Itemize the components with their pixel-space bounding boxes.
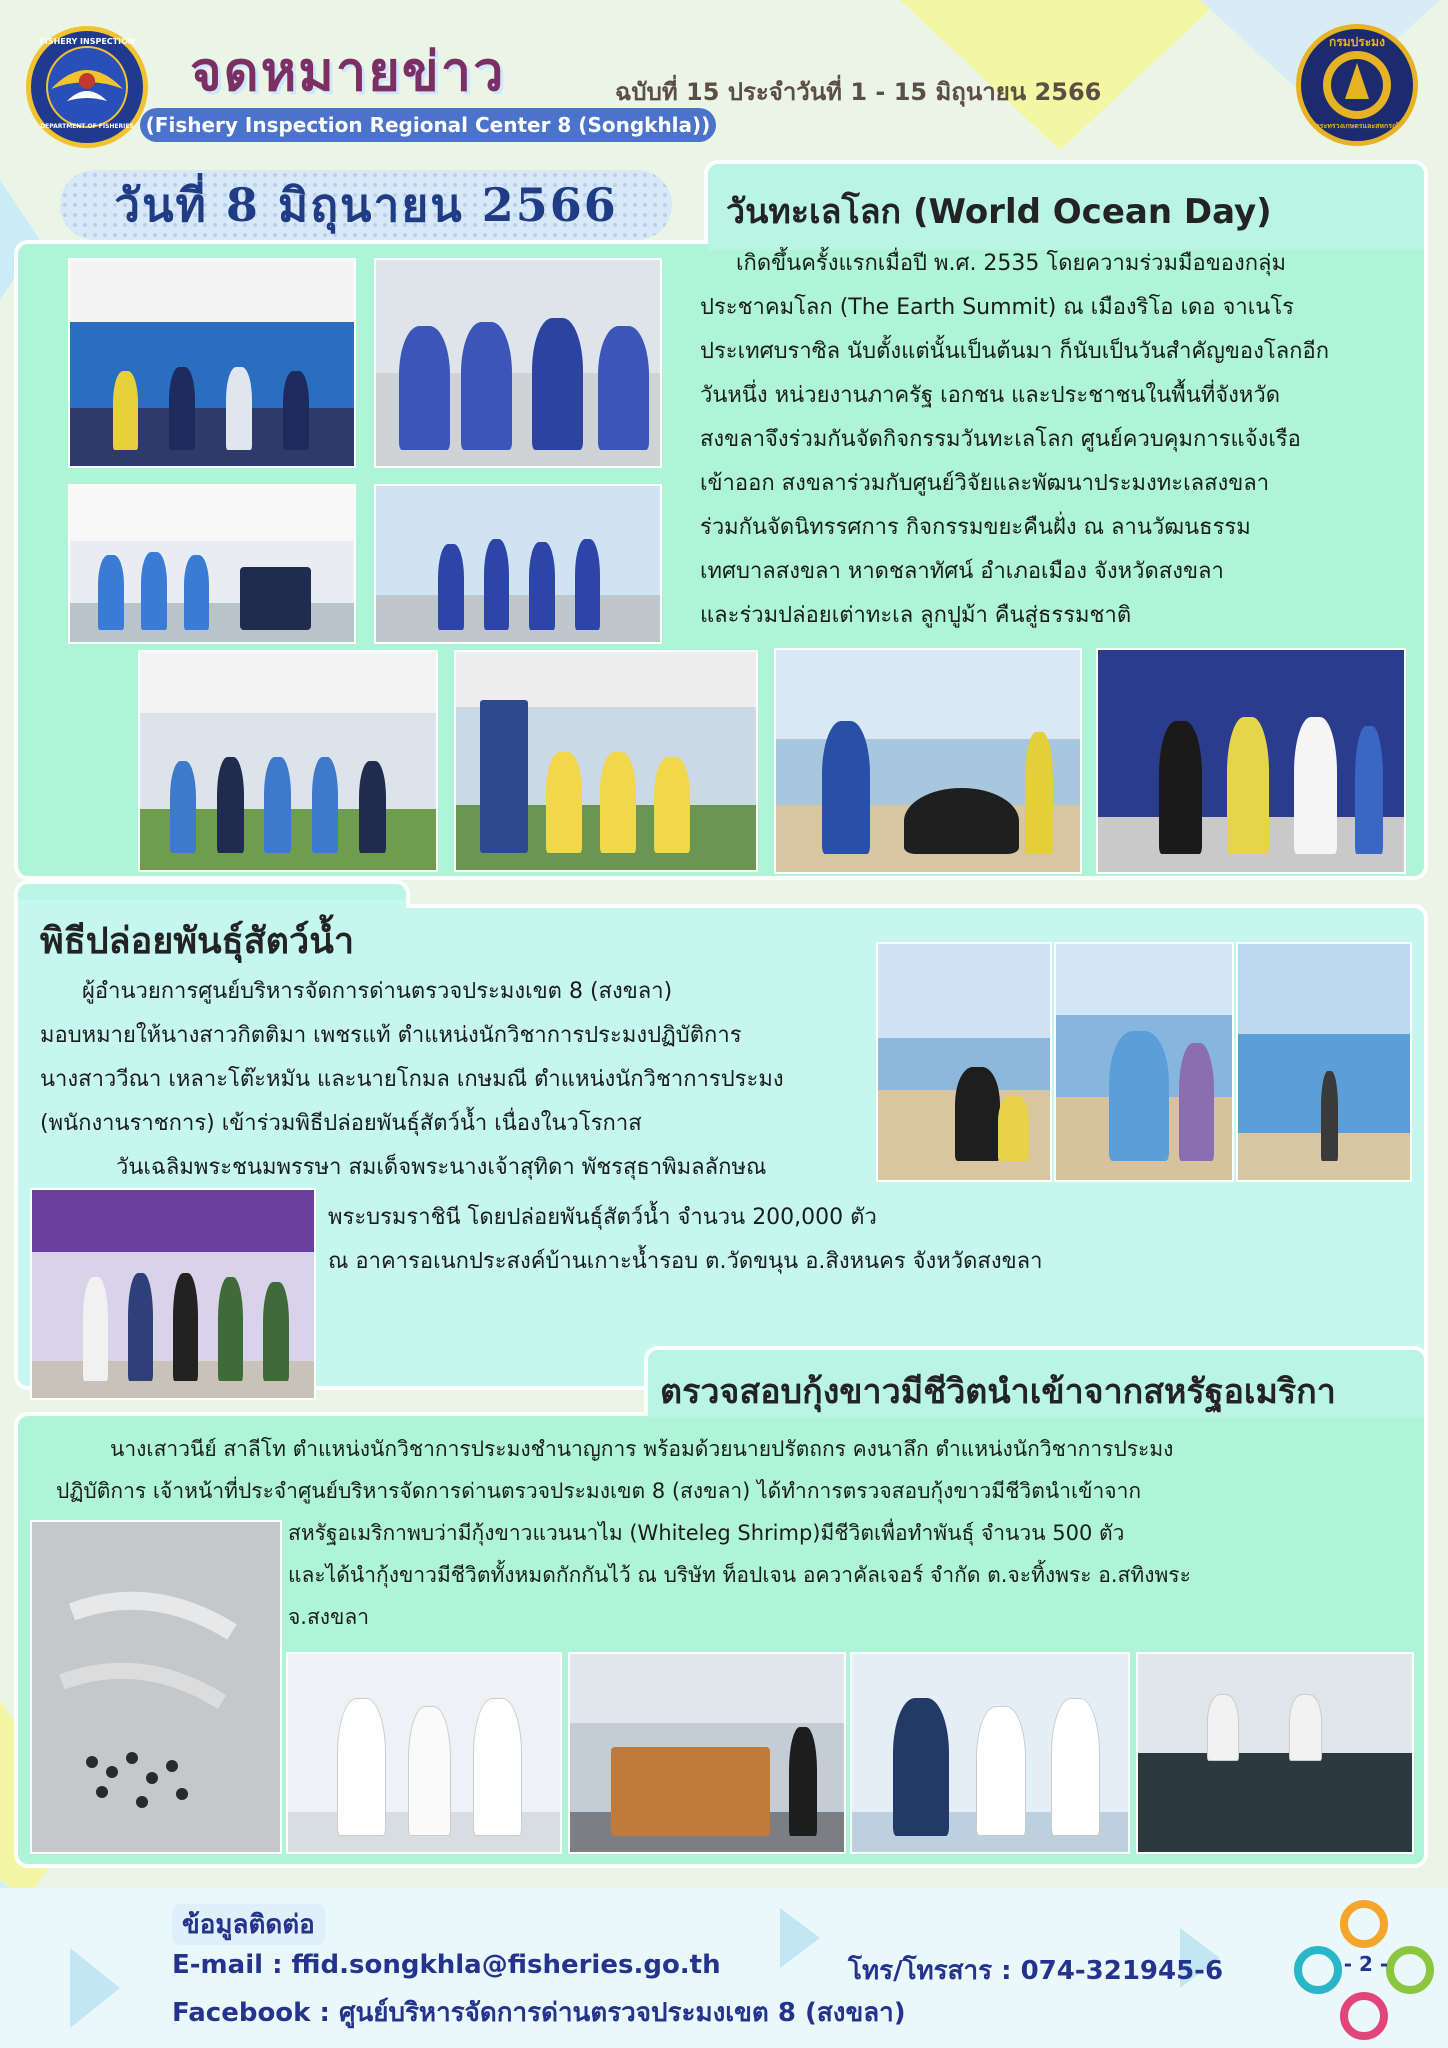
beach-release-photo — [876, 942, 1052, 1182]
beach-release-photo — [1054, 942, 1234, 1182]
exhibition-photo — [68, 484, 356, 644]
ocean-day-line: ประชาคมโลก (The Earth Summit) ณ เมืองริโอ เดอ จาเนโร — [700, 295, 1294, 320]
release-title: พิธีปล่อยพันธุ์สัตว์น้ำ — [40, 921, 355, 962]
shrimp-text — [56, 1428, 1416, 1512]
quarantine-tank-photo — [1136, 1652, 1414, 1854]
exhibition-photo — [138, 650, 438, 872]
seal-top-text: กรมประมง — [1329, 35, 1385, 49]
ocean-day-line: สงขลาจึงร่วมกันจัดกิจกรรมวันทะเลโลก ศูนย์ควบคุมการแจ้งเรือ — [700, 427, 1301, 452]
footer — [0, 1888, 1448, 2048]
shipment-truck-photo — [568, 1652, 846, 1854]
shrimp-line: และได้นำกุ้งขาวมีชีวิตทั้งหมดกักกันไว้ ณ บริษัท ท็อปเจน อควาคัลเจอร์ จำกัด ต.จะทิ้งพระ อ.สทิงพระ — [288, 1563, 1191, 1587]
issue-info: ฉบับที่ 15 ประจำวันที่ 1 - 15 มิถุนายน 2566 — [615, 78, 1102, 106]
shrimp-title: ตรวจสอบกุ้งขาวมีชีวิตนำเข้าจากสหรัฐอเมริกา — [660, 1372, 1336, 1412]
lab-staff-photo — [286, 1652, 562, 1854]
ocean-day-text — [700, 242, 1420, 638]
ocean-day-line: เข้าออก สงขลาร่วมกับศูนย์วิจัยและพัฒนาประมงทะเลสงขลา — [700, 471, 1270, 496]
beach-release-photo — [1236, 942, 1412, 1182]
shrimp-line: จ.สงขลา — [288, 1605, 370, 1629]
exhibition-photo — [374, 258, 662, 468]
release-line: พระบรมราชินี โดยปล่อยพันธุ์สัตว์น้ำ จำนวน 200,000 ตัว — [328, 1205, 877, 1230]
exhibition-photo — [454, 650, 758, 872]
ocean-day-line: วันหนึ่ง หน่วยงานภาครัฐ เอกชน และประชาชนในพื้นที่จังหวัด — [700, 383, 1281, 408]
release-line: (พนักงานราชการ) เข้าร่วมพิธีปล่อยพันธุ์สัตว์น้ำ เนื่องในวโรกาส — [40, 1111, 642, 1136]
shrimp-line: สหรัฐอเมริกาพบว่ามีกุ้งขาวแวนนาไม (Whiteleg Shrimp)มีชีวิตเพื่อทำพันธุ์ จำนวน 500 ตัว — [288, 1521, 1125, 1545]
exhibition-photo — [374, 484, 662, 644]
contact-phone: โทร/โทรสาร : 074-321945-6 — [848, 1956, 1224, 1986]
contact-facebook[interactable]: Facebook : ศูนย์บริหารจัดการด่านตรวจประมงเขต 8 (สงขลา) — [172, 1998, 906, 2028]
exhibition-photo — [1096, 648, 1406, 874]
beach-release-photo — [774, 648, 1082, 874]
ocean-day-line: และร่วมปล่อยเต่าทะเล ลูกปูม้า คืนสู่ธรรมชาติ — [700, 603, 1132, 628]
release-line: มอบหมายให้นางสาวกิตติมา เพชรแท้ ตำแหน่งนักวิชาการประมงปฏิบัติการ — [40, 1023, 742, 1048]
decor-triangle — [780, 1908, 820, 1968]
shrimp-line: นางเสาวนีย์ สาลีโท ตำแหน่งนักวิชาการประมงชำนาญการ พร้อมด้วยนายปรัตถกร คงนาลึก ตำแหน่งนักวิชาการประมง — [110, 1437, 1174, 1461]
decor-triangle — [70, 1948, 120, 2028]
shrimp-line: ปฏิบัติการ เจ้าหน้าที่ประจำศูนย์บริหารจัดการด่านตรวจประมงเขต 8 (สงขลา) ได้ทำการตรวจสอบกุ้งขาวมีชีวิตนำเข้าจาก — [56, 1479, 1142, 1503]
emblem-bottom-text: DEPARTMENT OF FISHERIES — [40, 123, 134, 130]
page-number: - 2 - — [1343, 1952, 1389, 1976]
release-line: นางสาววีณา เหลาะโต๊ะหมัน และนายโกมล เกษมณี ตำแหน่งนักวิชาการประมง — [40, 1067, 784, 1092]
inspection-photo — [850, 1652, 1130, 1854]
release-text — [40, 970, 880, 1190]
release-line: วันเฉลิมพระชนมพรรษา สมเด็จพระนางเจ้าสุทิดา พัชรสุธาพิมลลักษณ — [116, 1155, 767, 1180]
release-line: ผู้อำนวยการศูนย์บริหารจัดการด่านตรวจประมงเขต 8 (สงขลา) — [82, 979, 673, 1004]
release-line: ณ อาคารอเนกประสงค์บ้านเกาะน้ำรอบ ต.วัดขนุน อ.สิงหนคร จังหวัดสงขลา — [328, 1249, 1043, 1274]
seal-bottom-text: กระทรวงเกษตรและสหกรณ์ — [1315, 122, 1399, 130]
newsletter-subtitle: (Fishery Inspection Regional Center 8 (Songkhla)) — [140, 108, 716, 142]
emblem-top-text: FISHERY INSPECTION — [39, 37, 135, 46]
release-text-continued — [328, 1196, 1228, 1284]
ocean-day-line: เกิดขึ้นครั้งแรกเมื่อปี พ.ศ. 2535 โดยความร่วมมือของกลุ่ม — [736, 251, 1287, 276]
ocean-day-line: เทศบาลสงขลา หาดชลาทัศน์ อำเภอเมือง จังหวัดสงขลา — [700, 559, 1224, 584]
newsletter-title: จดหมายข่าว — [190, 39, 506, 103]
date-banner: วันที่ 8 มิถุนายน 2566 — [60, 170, 672, 240]
shrimp-text-continued — [288, 1512, 1418, 1638]
fishery-inspection-emblem-icon — [26, 26, 148, 148]
shrimp-closeup-photo — [30, 1520, 282, 1854]
ocean-day-line: ประเทศบราซิล นับตั้งแต่นั้นเป็นต้นมา ก็นับเป็นวันสำคัญของโลกอีก — [700, 339, 1330, 364]
exhibition-photo — [68, 258, 356, 468]
contact-email[interactable]: E-mail : ffid.songkhla@fisheries.go.th — [172, 1950, 721, 1980]
department-of-fisheries-seal-icon — [1296, 24, 1418, 146]
ocean-day-line: ร่วมกันจัดนิทรรศการ กิจกรรมขยะคืนฝั่ง ณ ลานวัฒนธรรม — [700, 515, 1251, 540]
contact-label: ข้อมูลติดต่อ — [172, 1904, 325, 1945]
ceremony-group-photo — [30, 1188, 316, 1400]
ocean-day-title: วันทะเลโลก (World Ocean Day) — [726, 192, 1272, 232]
